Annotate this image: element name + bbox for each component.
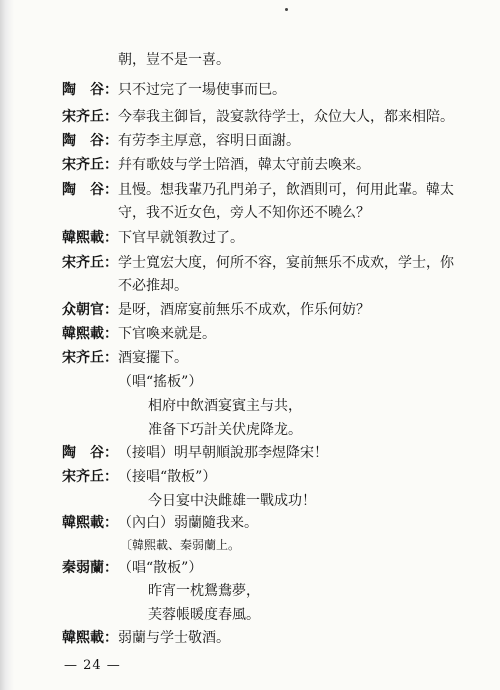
line-text: 幷有歌妓与学士陪酒，韓太守前去喚来。 [118, 157, 370, 173]
speaker-name: 宋齐丘： [62, 109, 118, 125]
line-text: 下官早就領教过了。 [118, 230, 244, 246]
song-line: 芙蓉帳暖度春風。 [148, 607, 260, 623]
scan-dot [285, 8, 288, 11]
speaker-name: 韓熙載： [62, 326, 118, 342]
page-number: — 24 — [64, 658, 121, 673]
line-text: 有劳李主厚意，容明日面謝。 [118, 133, 300, 149]
speaker-name: 秦弱蘭： [62, 560, 118, 576]
line-text: 朝，豈不是一喜。 [118, 52, 230, 68]
speaker-name: 宋齐丘： [62, 255, 118, 271]
line-text: （接唱“散板”） [118, 469, 217, 485]
speaker-name: 韓熙載： [62, 515, 118, 531]
stage-direction: 〔韓熙載、秦弱蘭上。 [120, 538, 241, 552]
page-binding-shadow [0, 0, 14, 690]
line-text: （內白）弱蘭隨我来。 [118, 515, 258, 531]
line-text: 只不过完了一場使事而巳。 [118, 82, 286, 98]
speaker-name: 陶 谷： [62, 82, 118, 98]
line-text: 且慢。想我輩乃孔門弟子，飲酒則可，何用此輩。韓太 [118, 182, 454, 198]
line-text: 酒宴擺下。 [118, 350, 188, 366]
speaker-name: 韓熙載： [62, 230, 118, 246]
song-line: 准备下巧計关伏虎降龙。 [148, 422, 302, 438]
line-text: 今奉我主御旨，設宴款待学士，众位大人，都来相陪。 [118, 109, 454, 125]
song-line: 昨宵一枕鴛鴦夢， [148, 583, 260, 599]
line-text: （唱“散板”） [118, 560, 203, 576]
speaker-name: 宋齐丘： [62, 350, 118, 366]
speaker-name: 陶 谷： [62, 445, 118, 461]
speaker-name: 陶 谷： [62, 182, 118, 198]
line-text: 守，我不近女色，旁人不知你还不曉么？ [118, 205, 370, 221]
line-text: （接唱）明早朝順說那李煜降宋！ [118, 445, 328, 461]
speaker-name: 陶 谷： [62, 133, 118, 149]
speaker-name: 宋齐丘： [62, 157, 118, 173]
line-text: 下官喚来就是。 [118, 326, 216, 342]
line-text: 是呀，酒席宴前無乐不成欢，作乐何妨？ [118, 302, 370, 318]
song-line: 今日宴中決雌雄一戰成功！ [148, 493, 316, 509]
line-text: （唱“搖板”） [118, 374, 203, 390]
speaker-name: 宋齐丘： [62, 469, 118, 485]
speaker-name: 众朝官： [62, 302, 118, 318]
line-text: 不必推却。 [118, 278, 188, 294]
speaker-name: 韓熙載： [62, 630, 118, 646]
line-text: 弱蘭与学士敬酒。 [118, 630, 230, 646]
line-text: 学士寬宏大度，何所不容，宴前無乐不成欢，学士，你 [118, 255, 454, 271]
song-line: 相府中飲酒宴賓主与共， [148, 398, 302, 414]
